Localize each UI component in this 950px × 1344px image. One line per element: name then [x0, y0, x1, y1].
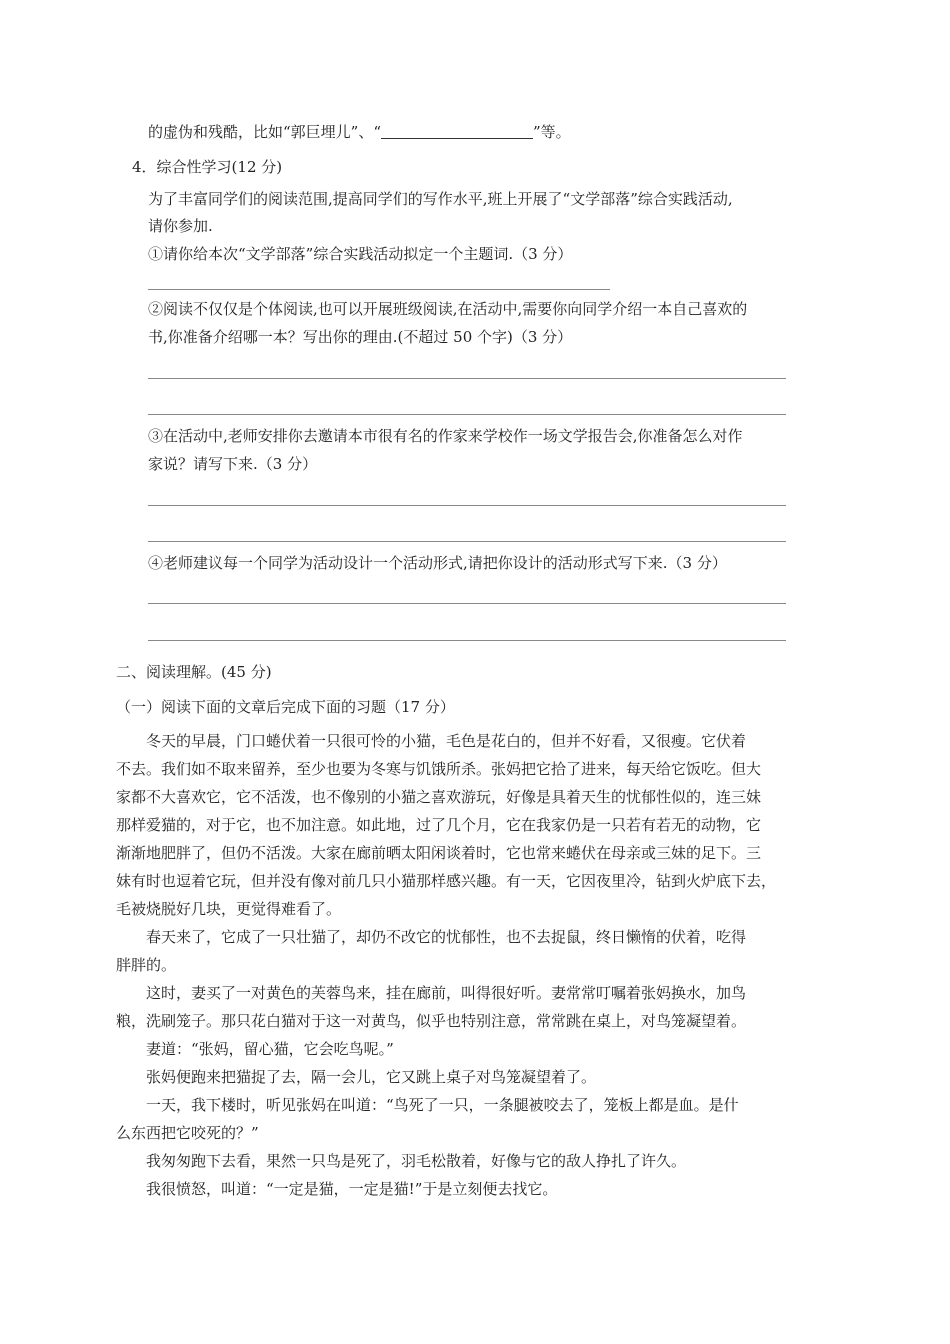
passage-line: 渐渐地肥胖了，但仍不活泼。大家在廊前晒太阳闲谈着时，它也常来蜷伏在母亲或三妹的足下。三 [116, 844, 762, 862]
passage-line: 妻道：“张妈，留心猫，它会吃鸟呢。” [116, 1040, 394, 1058]
q4-item-2-answer-line-1[interactable] [148, 378, 786, 379]
passage-line: 张妈便跑来把猫捉了去，隔一会儿，它又跳上桌子对鸟笼凝望着了。 [116, 1068, 597, 1086]
q4-item-1: ①请你给本次“文学部落”综合实践活动拟定一个主题词.（3 分） [148, 245, 573, 263]
passage-line: 妹有时也逗着它玩，但并没有像对前几只小猫那样感兴趣。有一天，它因夜里冷，钻到火炉底下去， [116, 872, 777, 890]
q4-item-4-answer-line-2[interactable] [148, 640, 786, 641]
q4-title: 4．综合性学习(12 分) [132, 158, 283, 176]
section-2-title: 二、阅读理解。(45 分) [116, 663, 272, 681]
q4-item-2-line-1: ②阅读不仅仅是个体阅读,也可以开展班级阅读,在活动中,需要你向同学介绍一本自己喜欢的 [148, 300, 748, 318]
q4-item-3-answer-line-2[interactable] [148, 541, 786, 542]
passage-line: 胖胖的。 [116, 956, 177, 974]
passage-line: 冬天的早晨，门口蜷伏着一只很可怜的小猫，毛色是花白的，但并不好看，又很瘦。它伏着 [116, 732, 747, 750]
section-2-part-1-title: （一）阅读下面的文章后完成下面的习题（17 分） [116, 698, 455, 716]
passage-line: 我匆匆跑下去看，果然一只鸟是死了，羽毛松散着，好像与它的敌人挣扎了许久。 [116, 1152, 687, 1170]
q3-text-after-blank: ”等。 [533, 123, 571, 141]
q3-continuation-line [148, 122, 571, 142]
q4-item-3-line-2: 家说？请写下来.（3 分） [148, 455, 318, 473]
q4-item-3-answer-line-1[interactable] [148, 505, 786, 506]
passage-line: 毛被烧脱好几块，更觉得难看了。 [116, 900, 342, 918]
passage-line: 春天来了，它成了一只壮猫了，却仍不改它的忧郁性，也不去捉鼠，终日懒惰的伏着，吃得 [116, 928, 747, 946]
q4-item-2-answer-line-2[interactable] [148, 414, 786, 415]
passage-line: 我很愤怒，叫道：“一定是猫，一定是猫!”于是立刻便去找它。 [116, 1180, 558, 1198]
q4-intro-line-2: 请你参加. [148, 217, 213, 235]
passage-line: 么东西把它咬死的？” [116, 1124, 259, 1142]
q3-answer-blank[interactable] [381, 124, 533, 139]
q4-item-2-line-2: 书,你准备介绍哪一本？写出你的理由.(不超过 50 个字)（3 分） [148, 328, 573, 346]
passage-line: 一天，我下楼时，听见张妈在叫道：“鸟死了一只，一条腿被咬去了，笼板上都是血。是什 [116, 1096, 739, 1114]
passage-line: 粮，洗刷笼子。那只花白猫对于这一对黄鸟，似乎也特别注意，常常跳在桌上，对鸟笼凝望着。 [116, 1012, 747, 1030]
q4-item-1-answer-line[interactable] [148, 289, 610, 290]
passage-line: 家都不大喜欢它，它不活泼，也不像别的小猫之喜欢游玩，好像是具着天生的忧郁性似的，连三妹 [116, 788, 762, 806]
q4-item-4: ④老师建议每一个同学为活动设计一个活动形式,请把你设计的活动形式写下来.（3 分） [148, 554, 727, 572]
passage-line: 那样爱猫的，对于它，也不加注意。如此地，过了几个月，它在我家仍是一只若有若无的动物，它 [116, 816, 762, 834]
q4-intro-line-1: 为了丰富同学们的阅读范围,提高同学们的写作水平,班上开展了“文学部落”综合实践活动, [148, 190, 733, 208]
q4-item-3-line-1: ③在活动中,老师安排你去邀请本市很有名的作家来学校作一场文学报告会,你准备怎么对作 [148, 427, 743, 445]
passage-line: 这时，妻买了一对黄色的芙蓉鸟来，挂在廊前，叫得很好听。妻常常叮嘱着张妈换水，加鸟 [116, 984, 747, 1002]
q3-text-before-blank: 的虚伪和残酷，比如“郭巨埋儿”、“ [148, 123, 382, 141]
q4-item-4-answer-line-1[interactable] [148, 603, 786, 604]
passage-line: 不去。我们如不取来留养，至少也要为冬寒与饥饿所杀。张妈把它拾了进来，每天给它饭吃。但大 [116, 760, 762, 778]
